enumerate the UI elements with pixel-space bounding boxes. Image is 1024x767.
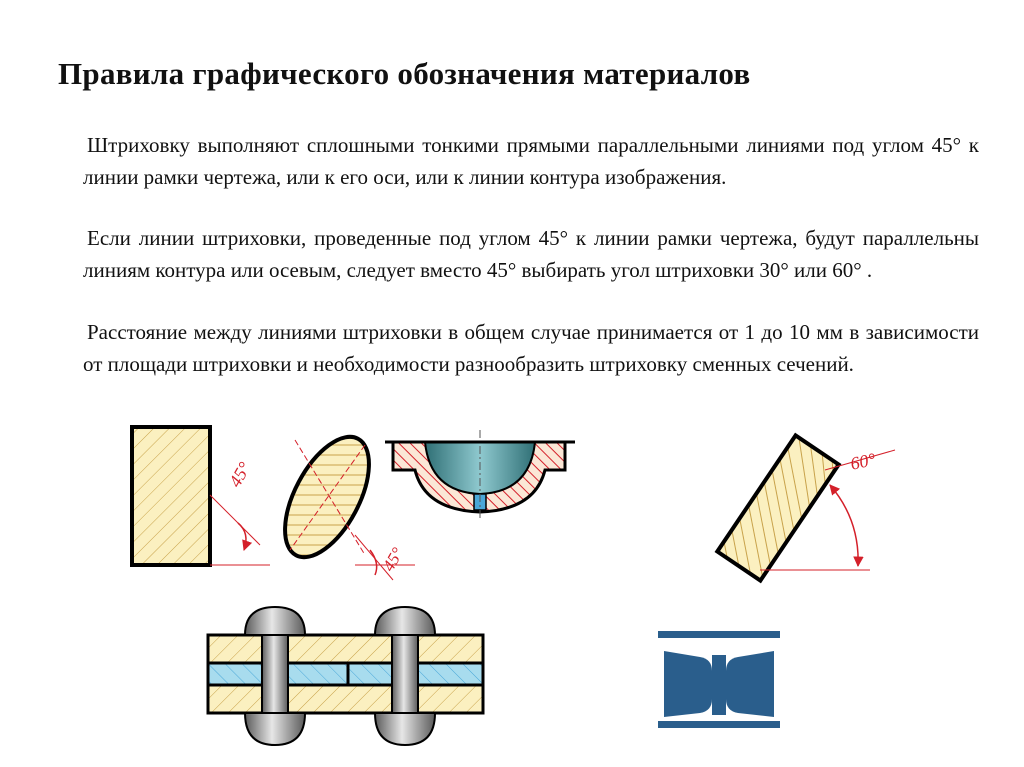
paragraph-angle-rule <box>83 222 979 286</box>
riveted-joint-figure <box>200 605 500 765</box>
angle-label-60: 60° <box>848 449 878 474</box>
bowl-section-figure <box>385 430 575 520</box>
page-title: Правила графического обозначения материалов <box>58 56 751 91</box>
angle-label-45-ellipse: 45° <box>378 544 408 575</box>
i-beam-figure <box>650 625 785 740</box>
hatched-rectangle-figure <box>120 415 280 585</box>
tilted-rectangle-figure <box>700 430 910 590</box>
paragraph-text: Расстояние между линиями штриховки в общем случае принимается от 1 до 10 мм в зависимости от площади штриховки и необходимости разнообразить штриховку сменных сечений. <box>83 320 979 376</box>
paragraph-spacing-rule <box>83 316 979 380</box>
paragraph-hatching-rule <box>83 129 979 193</box>
angle-label-45-rect: 45° <box>224 458 255 491</box>
paragraph-text: Штриховку выполняют сплошными тонкими прямыми параллельными линиями под углом 45° к линии рамки чертежа, или к его оси, или к линии контура изображения. <box>83 133 979 189</box>
paragraph-text: Если линии штриховки, проведенные под углом 45° к линии рамки чертежа, будут параллельны линиям контура или осевым, следует вместо 45° выбирать угол штриховки 30° или 60° . <box>83 226 979 282</box>
